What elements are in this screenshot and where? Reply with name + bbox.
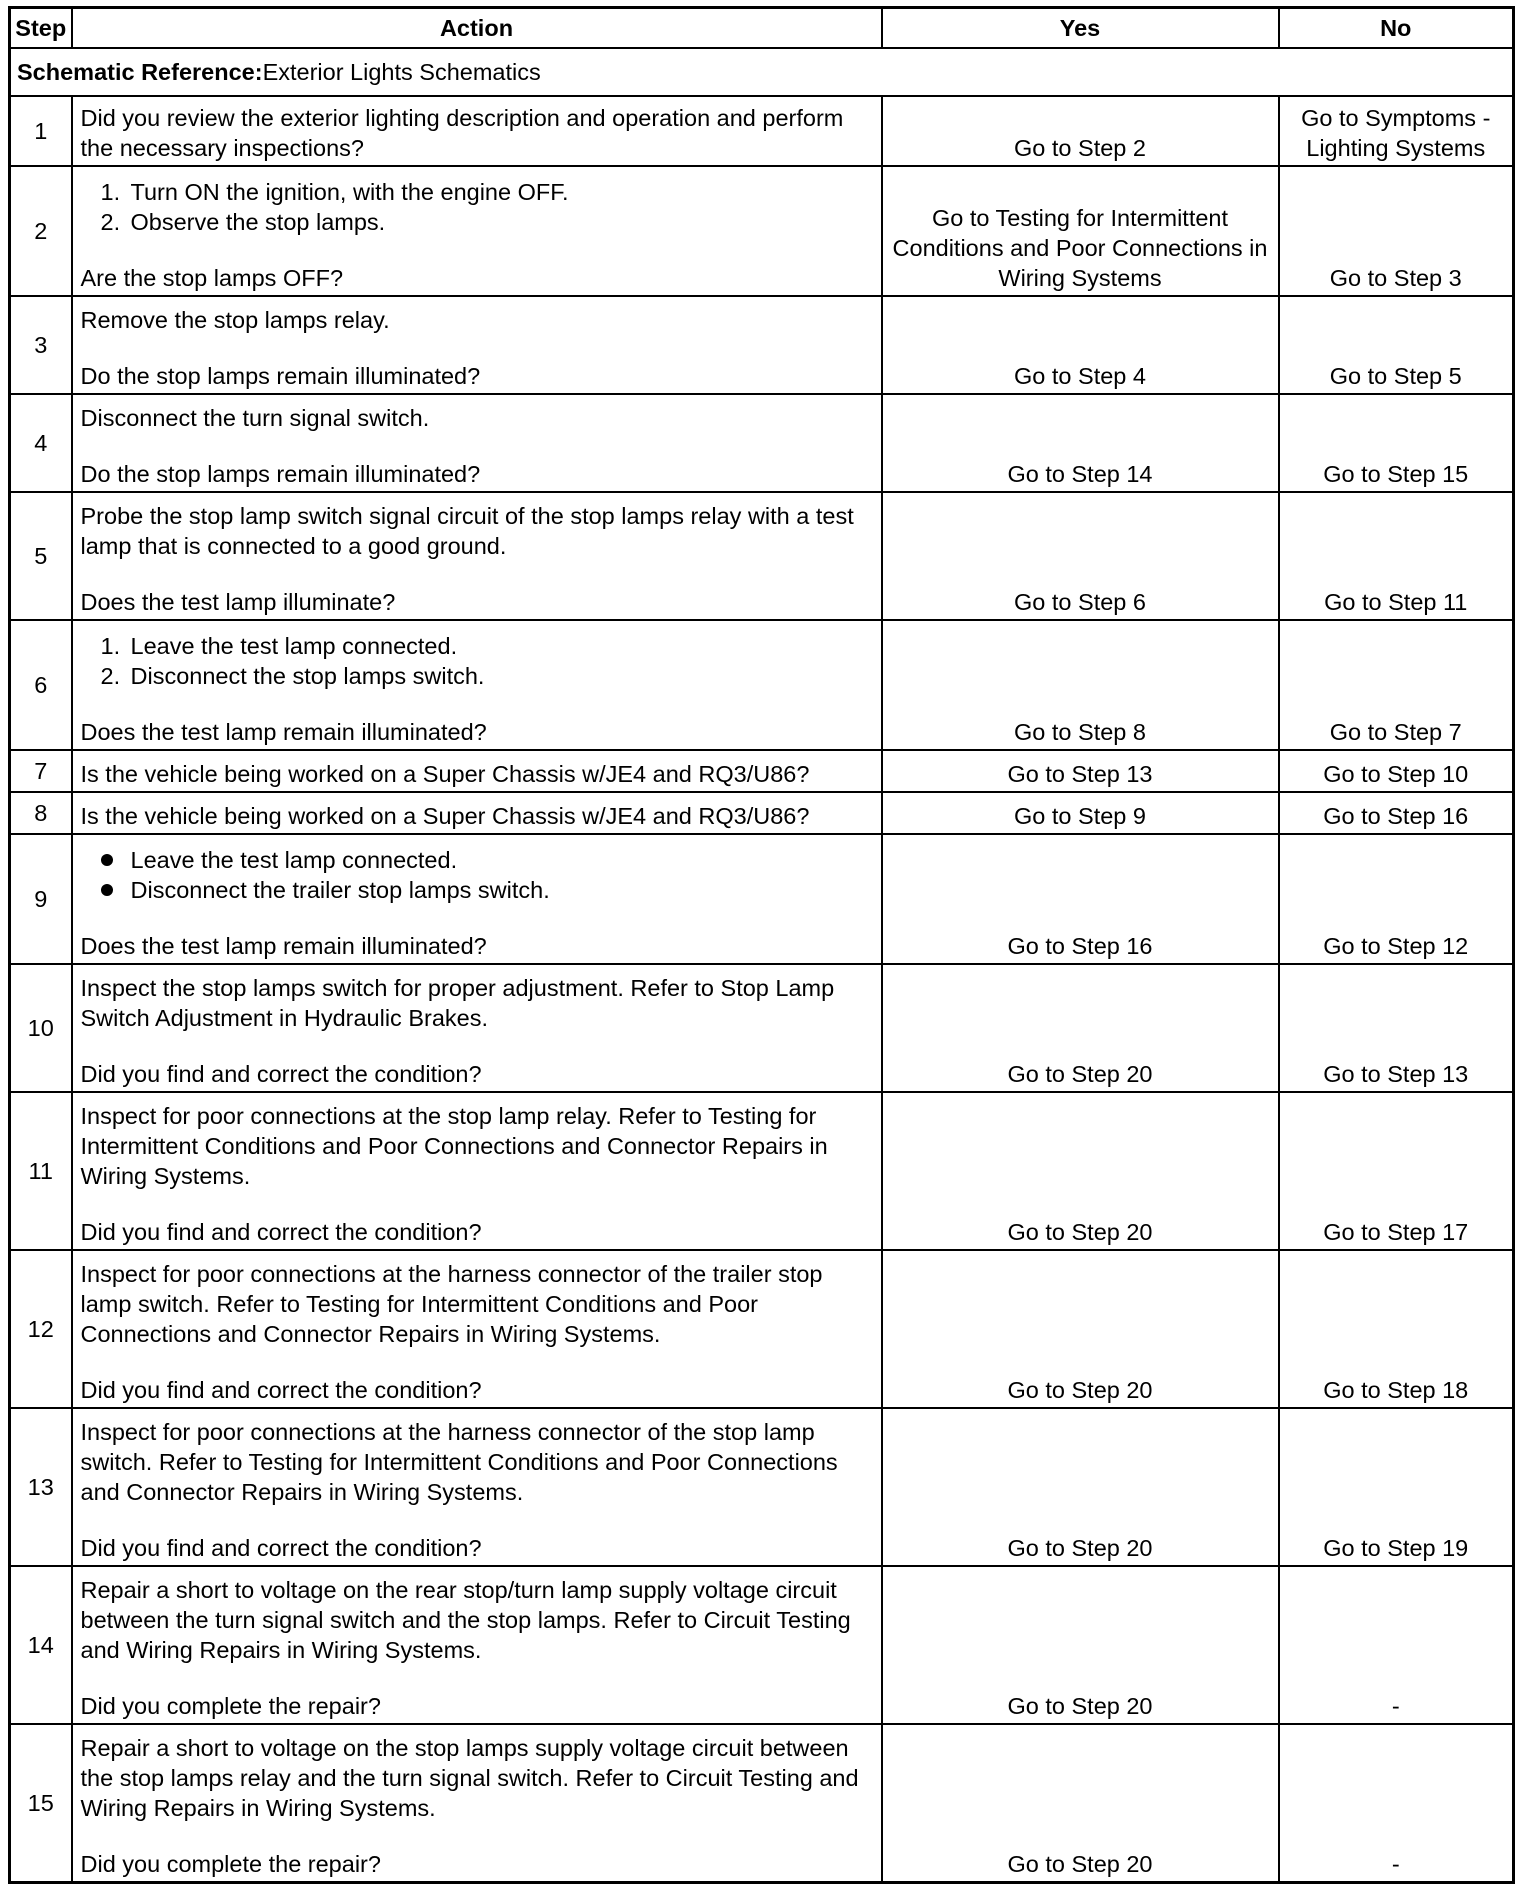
action-question: Did you review the exterior lighting description and operation and perform the necessary inspections?	[80, 105, 844, 161]
action-cell	[72, 492, 882, 620]
action-question: Did you complete the repair?	[80, 1850, 381, 1877]
header-action: Action	[72, 8, 882, 49]
action-question: Did you find and correct the condition?	[80, 1377, 482, 1403]
list-number: 2.	[100, 209, 121, 235]
action-cell	[72, 750, 882, 792]
action-cell	[72, 96, 882, 166]
no-result: Go to Step 17	[1279, 1092, 1514, 1250]
yes-result: Go to Step 8	[882, 620, 1279, 750]
table-row	[10, 1250, 1514, 1408]
list-item	[81, 845, 875, 875]
action-instruction: Disconnect the turn signal switch.	[80, 405, 430, 431]
action-instruction: Inspect the stop lamps switch for proper adjustment. Refer to Stop Lamp Switch Adjustment in Hydraulic Brakes.	[80, 975, 835, 1031]
action-instruction: Inspect for poor connections at the stop lamp relay. Refer to Testing for Intermittent Conditions and Poor Connections and Connector Repairs in Wiring Systems.	[80, 1103, 828, 1189]
list-item-text: Disconnect the stop lamps switch.	[130, 663, 485, 689]
bullet-icon	[101, 884, 113, 896]
yes-result: Go to Step 13	[882, 750, 1279, 792]
list-item	[81, 207, 875, 237]
yes-result: Go to Step 20	[882, 1092, 1279, 1250]
action-cell	[72, 1724, 882, 1882]
bullet-list	[81, 845, 875, 905]
step-number: 4	[10, 394, 72, 492]
list-item-text: Observe the stop lamps.	[130, 209, 386, 235]
table-row	[10, 492, 1514, 620]
list-item-text: Turn ON the ignition, with the engine OFF.	[130, 179, 569, 205]
no-result: Go to Step 5	[1279, 296, 1514, 394]
schematic-reference-label: Schematic Reference:	[17, 59, 263, 85]
list-number: 2.	[100, 663, 121, 689]
bullet-icon	[101, 854, 113, 866]
list-number: 1.	[100, 179, 121, 205]
no-result: Go to Step 15	[1279, 394, 1514, 492]
list-item	[81, 631, 875, 661]
action-instruction: Inspect for poor connections at the harness connector of the stop lamp switch. Refer to Testing for Intermittent Conditions and Poor Connections and Connector Repairs in Wiring Systems.	[80, 1419, 838, 1505]
diagnostic-table-container	[8, 6, 1512, 1884]
yes-result: Go to Step 20	[882, 1724, 1279, 1882]
action-question: Are the stop lamps OFF?	[80, 265, 344, 291]
list-item	[81, 177, 875, 207]
yes-result: Go to Step 16	[882, 834, 1279, 964]
table-row	[10, 750, 1514, 792]
action-cell	[72, 964, 882, 1092]
action-instruction: Probe the stop lamp switch signal circuit of the stop lamps relay with a test lamp that is connected to a good ground.	[80, 503, 854, 559]
step-number: 3	[10, 296, 72, 394]
action-question: Does the test lamp illuminate?	[80, 589, 396, 615]
list-item	[81, 875, 875, 905]
step-number: 1	[10, 96, 72, 166]
action-instruction: Inspect for poor connections at the harness connector of the trailer stop lamp switch. Refer to Testing for Intermittent Conditions and Poor Connections and Connector Repairs in Wiring Systems.	[80, 1261, 823, 1347]
step-number: 11	[10, 1092, 72, 1250]
action-instruction: Remove the stop lamps relay.	[80, 307, 390, 333]
no-result: -	[1279, 1724, 1514, 1882]
table-row	[10, 792, 1514, 834]
table-row	[10, 296, 1514, 394]
table-row	[10, 96, 1514, 166]
action-cell	[72, 296, 882, 394]
table-row	[10, 964, 1514, 1092]
no-result: Go to Step 18	[1279, 1250, 1514, 1408]
yes-result: Go to Step 14	[882, 394, 1279, 492]
yes-result: Go to Step 9	[882, 792, 1279, 834]
action-question: Did you complete the repair?	[80, 1693, 381, 1719]
yes-result: Go to Step 20	[882, 1566, 1279, 1724]
action-cell	[72, 1566, 882, 1724]
list-item-text: Leave the test lamp connected.	[130, 633, 458, 659]
action-cell	[72, 792, 882, 834]
no-result: Go to Step 3	[1279, 166, 1514, 296]
action-cell	[72, 394, 882, 492]
yes-result: Go to Step 2	[882, 96, 1279, 166]
step-number: 13	[10, 1408, 72, 1566]
no-result: Go to Step 13	[1279, 964, 1514, 1092]
no-result: Go to Step 16	[1279, 792, 1514, 834]
list-item	[81, 661, 875, 691]
no-result: Go to Step 19	[1279, 1408, 1514, 1566]
step-number: 5	[10, 492, 72, 620]
no-result: Go to Step 7	[1279, 620, 1514, 750]
action-cell	[72, 1408, 882, 1566]
action-cell	[72, 1250, 882, 1408]
no-result: Go to Step 12	[1279, 834, 1514, 964]
step-number: 2	[10, 166, 72, 296]
yes-result: Go to Step 20	[882, 964, 1279, 1092]
table-row	[10, 1566, 1514, 1724]
list-item-text: Leave the test lamp connected.	[130, 847, 458, 873]
action-question: Did you find and correct the condition?	[80, 1535, 482, 1561]
action-question: Does the test lamp remain illuminated?	[80, 933, 487, 959]
table-row	[10, 620, 1514, 750]
yes-result: Go to Step 20	[882, 1408, 1279, 1566]
action-question: Do the stop lamps remain illuminated?	[80, 461, 481, 487]
numbered-list	[81, 631, 875, 691]
step-number: 6	[10, 620, 72, 750]
numbered-list	[81, 177, 875, 237]
step-number: 9	[10, 834, 72, 964]
step-number: 10	[10, 964, 72, 1092]
table-row	[10, 834, 1514, 964]
table-row	[10, 394, 1514, 492]
no-result: Go to Symptoms - Lighting Systems	[1279, 96, 1514, 166]
step-number: 12	[10, 1250, 72, 1408]
no-result: Go to Step 10	[1279, 750, 1514, 792]
yes-result: Go to Testing for Intermittent Conditions and Poor Connections in Wiring Systems	[882, 166, 1279, 296]
header-yes: Yes	[882, 8, 1279, 49]
action-question: Did you find and correct the condition?	[80, 1061, 482, 1087]
list-item-text: Disconnect the trailer stop lamps switch.	[130, 877, 550, 903]
no-result: -	[1279, 1566, 1514, 1724]
table-row	[10, 1408, 1514, 1566]
step-number: 7	[10, 750, 72, 792]
yes-result: Go to Step 4	[882, 296, 1279, 394]
header-row	[10, 8, 1514, 49]
action-cell	[72, 620, 882, 750]
yes-result: Go to Step 6	[882, 492, 1279, 620]
step-number: 14	[10, 1566, 72, 1724]
action-question: Do the stop lamps remain illuminated?	[80, 363, 481, 389]
action-question: Is the vehicle being worked on a Super Chassis w/JE4 and RQ3/U86?	[80, 803, 810, 829]
table-row	[10, 1092, 1514, 1250]
step-number: 15	[10, 1724, 72, 1882]
table-row	[10, 166, 1514, 296]
list-number: 1.	[100, 633, 121, 659]
action-cell	[72, 834, 882, 964]
action-cell	[72, 166, 882, 296]
schematic-reference	[10, 48, 1514, 96]
action-instruction: Repair a short to voltage on the stop lamps supply voltage circuit between the stop lamps relay and the turn signal switch. Refer to Circuit Testing and Wiring Repairs in Wiring Systems.	[80, 1734, 859, 1821]
no-result: Go to Step 11	[1279, 492, 1514, 620]
schematic-reference-value: Exterior Lights Schematics	[262, 59, 541, 85]
table-row	[10, 1724, 1514, 1882]
action-question: Did you find and correct the condition?	[80, 1219, 482, 1245]
action-instruction: Repair a short to voltage on the rear stop/turn lamp supply voltage circuit between the turn signal switch and the stop lamps. Refer to Circuit Testing and Wiring Repairs in Wiring Systems.	[80, 1577, 851, 1663]
schematic-reference-row	[10, 48, 1514, 96]
action-cell	[72, 1092, 882, 1250]
header-no: No	[1279, 8, 1514, 49]
header-step: Step	[10, 8, 72, 49]
step-number: 8	[10, 792, 72, 834]
action-question: Is the vehicle being worked on a Super Chassis w/JE4 and RQ3/U86?	[80, 761, 810, 787]
diagnostic-table	[8, 6, 1515, 1884]
action-question: Does the test lamp remain illuminated?	[80, 719, 487, 745]
yes-result: Go to Step 20	[882, 1250, 1279, 1408]
